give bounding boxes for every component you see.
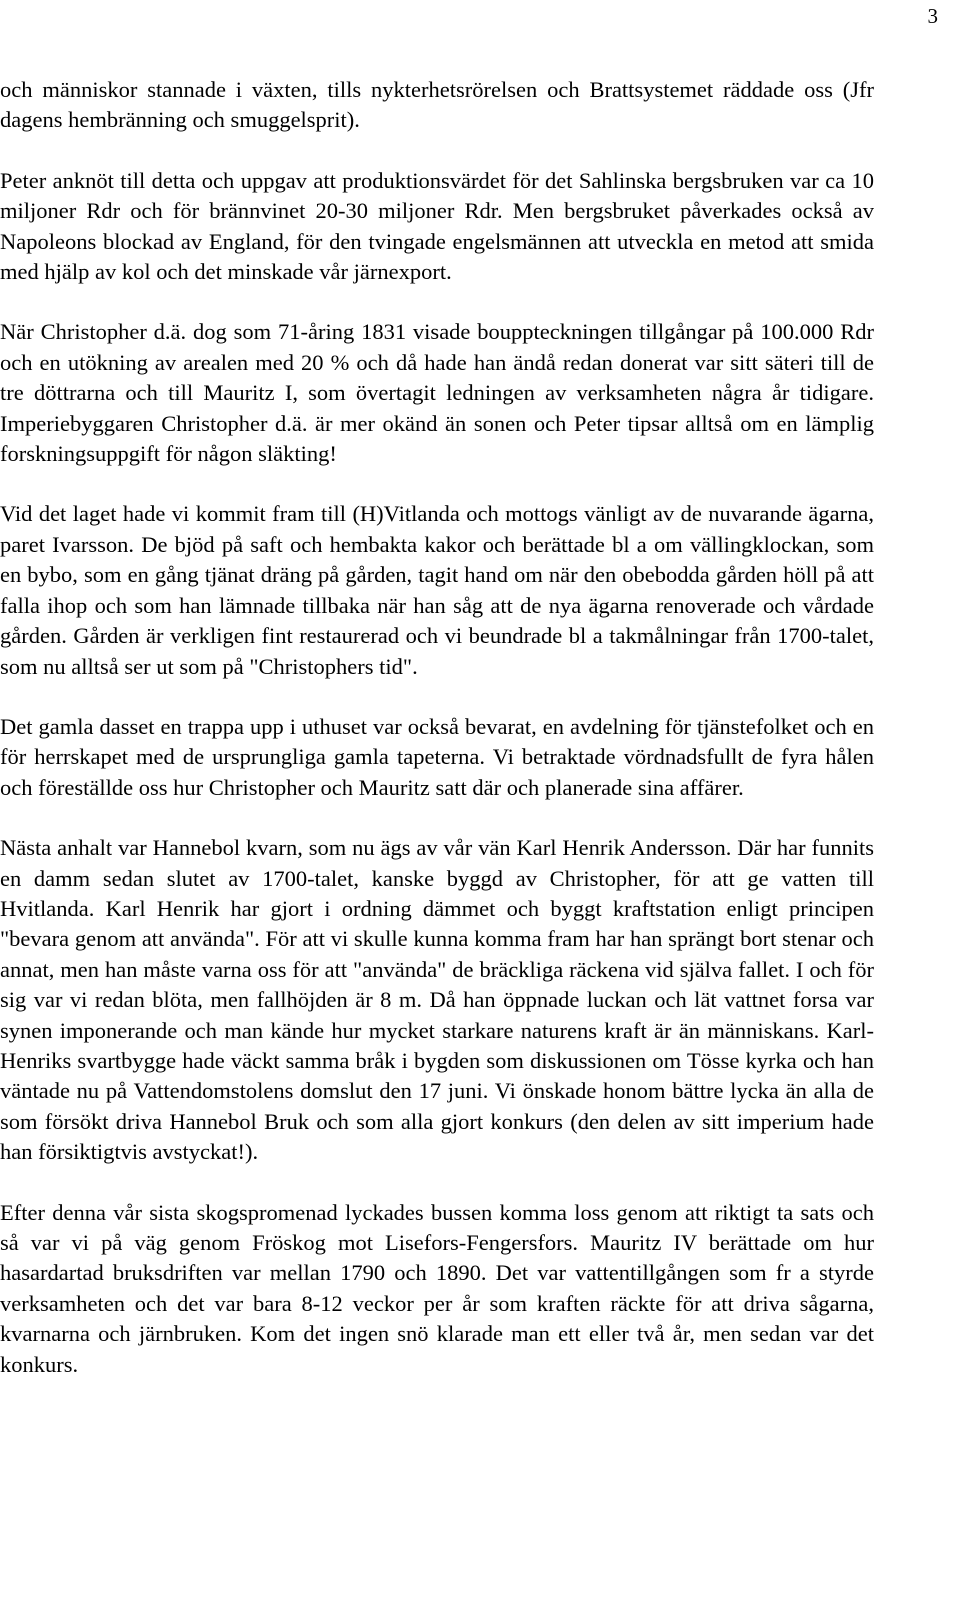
page-number: 3 [927, 4, 938, 28]
document-body [0, 75, 874, 1380]
paragraph: Efter denna vår sista skogspromenad lyckades bussen komma loss genom att riktigt ta sats och så var vi på väg genom Fröskog mot Lisefors-Fengersfors. Mauritz IV berättade om hur hasardartad bruksdriften var mellan 1790 och 1890. Det var vattentillgången som fr a styrde verksamheten och det var bara 8-12 veckor per år som kraften räckte för att driva sågarna, kvarnarna och järnbruken. Kom det ingen snö klarade man ett eller två år, men sedan var det konkurs. [0, 1199, 874, 1377]
paragraph: Peter anknöt till detta och uppgav att produktionsvärdet för det Sahlinska bergsbruken var ca 10 miljoner Rdr och för brännvinet 20-30 miljoner Rdr. Men bergsbruket påverkades också av Napoleons blockad av England, för den tvingade engelsmännen att utveckla en metod att smida med hjälp av kol och det minskade vår järnexport. [0, 167, 874, 285]
paragraph: Vid det laget hade vi kommit fram till (H)Vitlanda och mottogs vänligt av de nuvarande ägarna, paret Ivarsson. De bjöd på saft och hembakta kakor och berättade bl a om vällingklockan, som en bybo, som en gång tjänat dräng på gården, tagit hand om när den obebodda gården höll på att falla ihop och som han lämnade tillbaka när han såg att de nya ägarna renoverade och vårdade gården. Gården är verkligen fint restaurerad och vi beundrade bl a takmålningar från 1700-talet, som nu alltså ser ut som på "Christophers tid". [0, 501, 874, 679]
paragraph: Nästa anhalt var Hannebol kvarn, som nu ägs av vår vän Karl Henrik Andersson. Där har funnits en damm sedan slutet av 1700-talet, kanske byggd av Christopher, för att ge vatten till Hvitlanda. Karl Henrik har gjort i ordning dämmet och byggt kraftstation enligt principen "bevara genom att använda". För att vi skulle kunna komma fram har han sprängt bort stenar och annat, men han måste varna oss för att "använda" de bräckliga räckena vid själva fallet. I och för sig var vi redan blöta, men fallhöjden är 8 m. Då han öppnade luckan och lät vattnet forsa var synen imponerande och man kände hur mycket starkare naturens kraft är än människans. Karl-Henriks svartbygge hade väckt samma bråk i bygden som diskussionen om Tösse kyrka och han väntade nu på Vattendomstolens domslut den 17 juni. Vi önskade honom bättre lycka än alla de som försökt driva Hannebol Bruk och som alla gjort konkurs (den delen av sitt imperium hade han försiktigtvis avstyckat!). [0, 835, 874, 1165]
paragraph: Det gamla dasset en trappa upp i uthuset var också bevarat, en avdelning för tjänstefolket och en för herrskapet med de ursprungliga gamla tapeterna. Vi betraktade vördnadsfullt de fyra hålen och föreställde oss hur Christopher och Mauritz satt där och planerade sina affärer. [0, 713, 874, 800]
paragraph: När Christopher d.ä. dog som 71-åring 1831 visade bouppteckningen tillgångar på 100.000 Rdr och en utökning av arealen med 20 % och då hade han ändå redan donerat var sitt säteri till de tre döttrarna och till Mauritz I, som övertagit ledningen av verksamheten några år tidigare. Imperiebyggaren Christopher d.ä. är mer okänd än sonen och Peter tipsar alltså om en lämplig forskningsuppgift för någon släkting! [0, 319, 874, 467]
paragraph: och människor stannade i växten, tills nykterhetsrörelsen och Brattsystemet räddade oss (Jfr dagens hembränning och smuggelsprit). [0, 77, 874, 133]
